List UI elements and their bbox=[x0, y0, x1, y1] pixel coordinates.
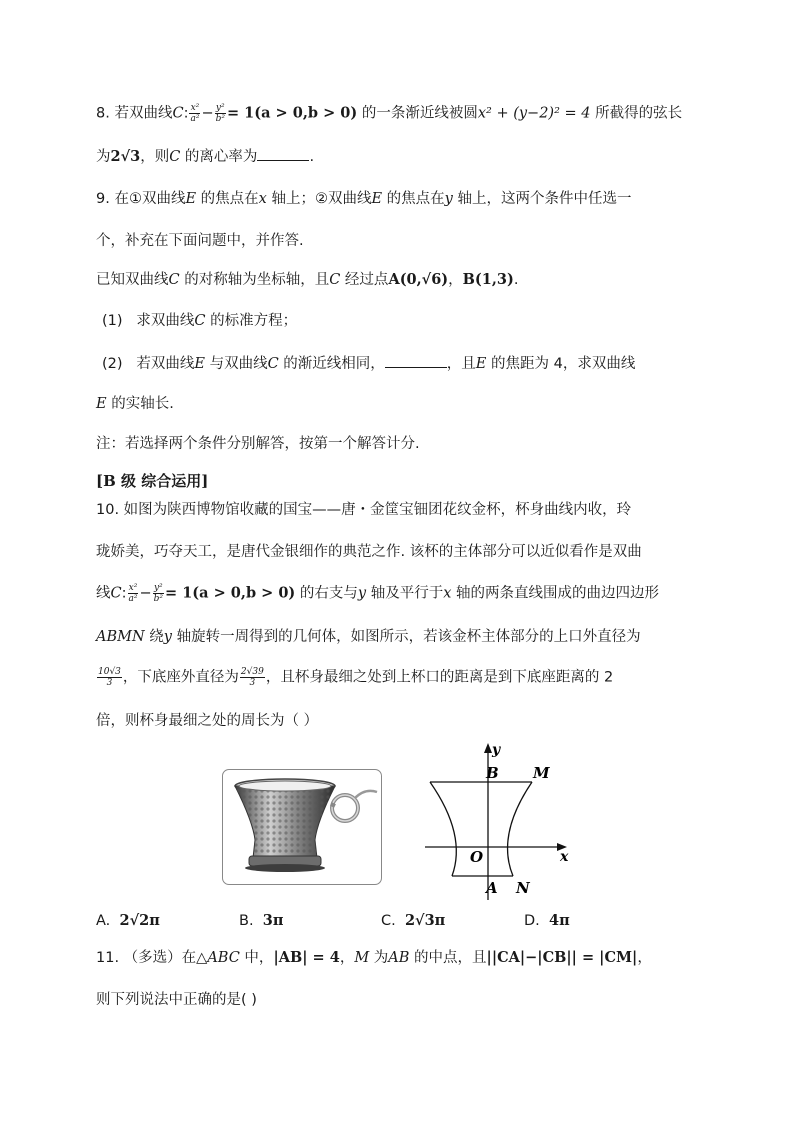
cup-photo bbox=[222, 769, 382, 885]
q9-line3-end: . bbox=[513, 272, 519, 288]
q9-line1-d: 的焦点在 bbox=[382, 191, 445, 207]
q9-line3-b: 的对称轴为坐标轴，且 bbox=[179, 272, 330, 288]
q10-y1: y bbox=[357, 585, 367, 602]
q9-line1-c: 轴上；②双曲线 bbox=[266, 191, 372, 207]
q8-answer-blank[interactable] bbox=[257, 146, 309, 161]
q11-line1-f: ， bbox=[637, 950, 652, 966]
q9-note-text: 注：若选择两个条件分别解答，按第一个解答计分. bbox=[96, 436, 420, 452]
q10-line4 bbox=[96, 627, 641, 647]
q8-chord: 2√3 bbox=[110, 148, 141, 165]
y-axis-arrow bbox=[484, 743, 492, 753]
q9-line3 bbox=[96, 270, 518, 290]
q10-line3-d: 轴的两条直线围成的曲边四边形 bbox=[451, 585, 659, 602]
q9-sep: ， bbox=[448, 272, 463, 288]
q10-line5-b: ，且杯身最细之处到上杯口的距离是到下底座距离的 2 bbox=[265, 669, 614, 686]
q10-frac2 bbox=[153, 583, 164, 604]
q9-point-B: B(1,3) bbox=[462, 271, 514, 288]
q9-line2 bbox=[96, 231, 304, 251]
q10-line5 bbox=[96, 667, 613, 688]
q9-y: y bbox=[444, 191, 453, 207]
q10-x: x bbox=[443, 585, 452, 602]
q10-equation: = 1(a > 0,b > 0) bbox=[165, 584, 296, 602]
q9-x: x bbox=[258, 191, 267, 207]
q9-sub2-E1: E bbox=[194, 356, 205, 372]
q10-line3 bbox=[96, 583, 659, 604]
q10-line3-c: 轴及平行于 bbox=[366, 585, 444, 602]
option-A-value: 2√2π bbox=[119, 912, 160, 929]
q8-line1 bbox=[96, 103, 682, 124]
q9-choice-blank[interactable] bbox=[385, 353, 447, 368]
q9-sub2-d: ，且 bbox=[446, 356, 476, 372]
q10-line4-b: 绕 bbox=[144, 629, 164, 645]
q10-frac1 bbox=[128, 583, 139, 604]
label-B: B bbox=[486, 764, 499, 782]
q10-frac4-den: 3 bbox=[249, 678, 256, 688]
label-A: A bbox=[486, 879, 498, 897]
option-C-value: 2√3π bbox=[404, 912, 446, 929]
q8-colon: : bbox=[183, 105, 189, 122]
label-y: y bbox=[492, 742, 501, 758]
q8-line2-mid: ，则 bbox=[140, 149, 170, 165]
q9-sub1 bbox=[102, 311, 297, 331]
q8-line2-prefix: 为 bbox=[96, 149, 111, 165]
q8-line2 bbox=[96, 146, 314, 167]
q9-sub2 bbox=[102, 353, 635, 374]
q9-line6 bbox=[96, 394, 174, 414]
option-A[interactable] bbox=[96, 911, 160, 931]
q11-line1-e: 的中点，且 bbox=[409, 950, 487, 966]
q11-M: M bbox=[354, 950, 370, 966]
q10-line2 bbox=[96, 542, 642, 562]
q10-line3-a: 线 bbox=[96, 585, 111, 602]
q9-line1-b: 的焦点在 bbox=[196, 191, 259, 207]
q10-frac1-den: a² bbox=[128, 594, 138, 604]
q8-line2-tail: 的离心率为 bbox=[180, 149, 258, 165]
q9-E2: E bbox=[371, 191, 383, 207]
q8-minus: − bbox=[201, 105, 214, 122]
label-O: O bbox=[470, 848, 484, 866]
q11-line1-b: 中， bbox=[239, 950, 274, 966]
q10-frac2-num: y² bbox=[153, 583, 163, 593]
option-D-letter: D. bbox=[524, 913, 540, 929]
option-C-letter: C. bbox=[381, 913, 396, 929]
q10-line3-b: 的右支与 bbox=[295, 585, 358, 602]
q11-line1-d: 为 bbox=[369, 950, 389, 966]
q8-frac2-den: b² bbox=[215, 114, 225, 124]
q10-colon: : bbox=[121, 585, 127, 602]
q10-line2-text: 珑娇美，巧夺天工，是唐代金银细作的典范之作. 该杯的主体部分可以近似看作是双曲 bbox=[96, 544, 642, 560]
q10-line1-text: 10. 如图为陕西博物馆收藏的国宝——唐・金筐宝钿团花纹金杯，杯身曲线内收，玲 bbox=[96, 502, 632, 518]
q10-frac3-num: 10√3 bbox=[98, 667, 121, 677]
q10-frac3 bbox=[97, 667, 122, 688]
label-x: x bbox=[560, 849, 569, 865]
q8-line2-C: C bbox=[169, 149, 181, 165]
q9-line3-a: 已知双曲线 bbox=[96, 272, 169, 288]
q9-line1-a: 9. 在①双曲线 bbox=[96, 191, 186, 207]
q11-AB: AB bbox=[388, 950, 410, 966]
q8-circle: x² + (y−2)² = 4 bbox=[477, 105, 591, 122]
q9-C1: C bbox=[168, 272, 180, 288]
q11-line1-c: ， bbox=[339, 950, 355, 966]
q8-period: . bbox=[309, 149, 315, 165]
q9-line2-text: 个，补充在下面问题中，并作答. bbox=[96, 233, 304, 249]
q11-line2 bbox=[96, 990, 257, 1010]
option-B-letter: B. bbox=[239, 913, 254, 929]
hyperbola-figure bbox=[420, 740, 580, 905]
q9-sub1-C: C bbox=[194, 313, 206, 329]
q9-line6-b: 的实轴长. bbox=[106, 396, 174, 412]
q10-line6-text: 倍，则杯身最细之处的周长为（ ） bbox=[96, 713, 319, 729]
option-D-value: 4π bbox=[549, 912, 570, 929]
q9-sub1-label: (1) bbox=[102, 313, 123, 329]
q9-sub2-e: 的焦距为 4，求双曲线 bbox=[486, 356, 636, 372]
q8-frac1-num: x² bbox=[190, 103, 200, 113]
option-A-letter: A. bbox=[96, 913, 111, 929]
q9-line6-E: E bbox=[96, 396, 107, 412]
q10-line4-c: 轴旋转一周得到的几何体，如图所示，若该金杯主体部分的上口外直径为 bbox=[171, 629, 641, 645]
option-C[interactable] bbox=[381, 911, 445, 931]
q8-equation: = 1(a > 0,b > 0) bbox=[226, 104, 358, 122]
q11-line2-text: 则下列说法中正确的是( ) bbox=[96, 992, 257, 1008]
label-M: M bbox=[533, 764, 550, 782]
q8-frac1-den: a² bbox=[190, 114, 200, 124]
option-B-value: 3π bbox=[262, 912, 284, 929]
q11-ab-length: |AB| = 4 bbox=[273, 949, 340, 966]
q9-sub2-C: C bbox=[267, 356, 279, 372]
q8-tail: 所截得的弦长 bbox=[590, 105, 683, 122]
q10-line1 bbox=[96, 500, 631, 520]
q10-C: C bbox=[110, 585, 122, 602]
label-N: N bbox=[516, 879, 530, 897]
q10-frac2-den: b² bbox=[153, 594, 164, 604]
q8-frac2-num: y² bbox=[215, 103, 225, 113]
q10-frac4 bbox=[240, 667, 265, 688]
q9-sub2-b: 与双曲线 bbox=[204, 356, 268, 372]
q9-C2: C bbox=[329, 272, 341, 288]
q10-frac3-den: 3 bbox=[106, 678, 113, 688]
section-b-heading: [B 级 综合运用] bbox=[96, 472, 209, 490]
option-B[interactable] bbox=[239, 911, 283, 931]
q9-line1 bbox=[96, 189, 631, 209]
q10-minus: − bbox=[139, 585, 152, 602]
q10-y2: y bbox=[163, 629, 172, 645]
q10-line6 bbox=[96, 711, 318, 731]
q10-frac1-num: x² bbox=[128, 583, 138, 593]
q9-sub1-a: 求双曲线 bbox=[136, 313, 195, 329]
q9-point-A: A(0,√6) bbox=[388, 271, 449, 288]
q9-sub2-c: 的渐近线相同， bbox=[278, 356, 385, 372]
q11-line1-a: 11. （多选）在 bbox=[96, 950, 197, 966]
q11-triangle: △ABC bbox=[196, 950, 240, 966]
q9-note bbox=[96, 434, 420, 454]
q9-E1: E bbox=[185, 191, 197, 207]
q10-ABMN: ABMN bbox=[96, 629, 145, 645]
q9-line1-e: 轴上，这两个条件中任选一 bbox=[452, 191, 632, 207]
option-D[interactable] bbox=[524, 911, 570, 931]
q8-frac2 bbox=[215, 103, 226, 124]
left-branch bbox=[430, 782, 456, 876]
q8-C: C bbox=[172, 105, 184, 122]
cup-illustration bbox=[223, 770, 381, 884]
q9-sub2-a: 若双曲线 bbox=[136, 356, 195, 372]
q9-sub2-E2: E bbox=[475, 356, 487, 372]
q9-sub2-label: (2) bbox=[102, 356, 123, 372]
q8-prefix: 8. 若双曲线 bbox=[96, 105, 173, 122]
q11-line1 bbox=[96, 948, 652, 968]
q11-condition: ||CA|−|CB|| = |CM| bbox=[486, 949, 638, 966]
q9-sub1-b: 的标准方程； bbox=[205, 313, 298, 329]
q10-line5-a: ，下底座外直径为 bbox=[122, 669, 239, 686]
q9-line3-c: 经过点 bbox=[340, 272, 389, 288]
right-branch bbox=[508, 782, 532, 876]
q10-frac4-num: 2√39 bbox=[240, 667, 264, 677]
q8-mid: 的一条渐近线被圆 bbox=[357, 105, 478, 122]
q8-frac1 bbox=[189, 103, 200, 124]
